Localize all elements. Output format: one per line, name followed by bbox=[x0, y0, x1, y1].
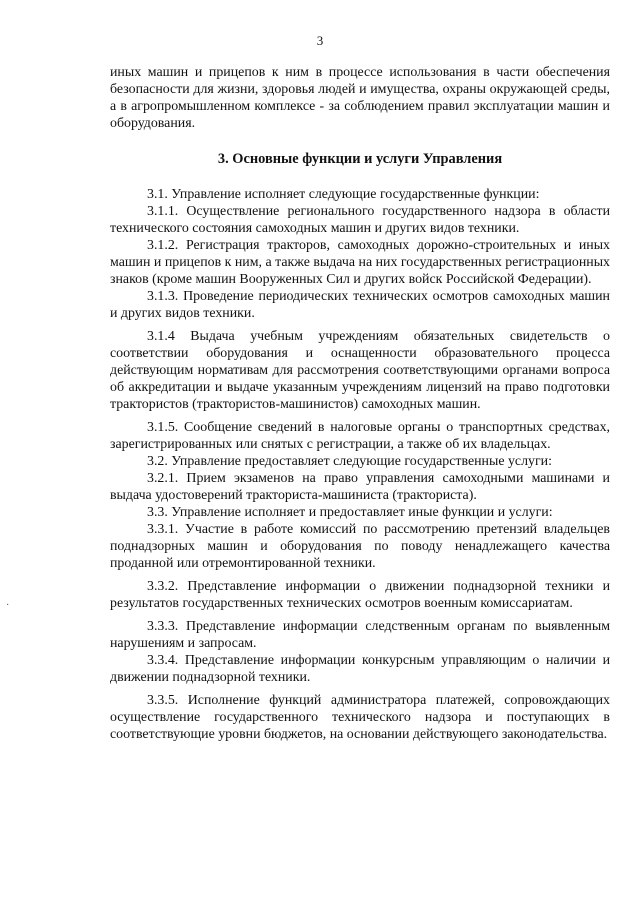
page-number: 3 bbox=[316, 33, 324, 48]
paragraph-3-1: 3.1. Управление исполняет следующие государственные функции: bbox=[147, 187, 540, 202]
paragraph-3-3-2: 3.3.2. Представление информации о движении поднадзорной техники и результатов государственных технических осмотров военным комиссариатам. bbox=[110, 579, 610, 611]
paragraph-3-1-5: 3.1.5. Сообщение сведений в налоговые органы о транспортных средствах, зарегистрированных или снятых с регистрации, а также об их владельцах. bbox=[110, 420, 610, 452]
paragraph-3-2-1: 3.2.1. Прием экзаменов на право управления самоходными машинами и выдача удостоверений тракториста-машиниста (тракториста). bbox=[110, 471, 610, 503]
document-body bbox=[110, 64, 610, 743]
section-title: 3. Основные функции и услуги Управления bbox=[217, 151, 503, 167]
paragraph-3-3: 3.3. Управление исполняет и предоставляет иные функции и услуги: bbox=[147, 505, 553, 520]
margin-mark: · bbox=[6, 600, 10, 611]
paragraph-3-3-1: 3.3.1. Участие в работе комиссий по рассмотрению претензий владельцев поднадзорных машин и оборудования по поводу ненадлежащего качества проданной или отремонтированной техники. bbox=[110, 522, 610, 571]
paragraph-3-3-4: 3.3.4. Представление информации конкурсным управляющим о наличии и движении поднадзорной техники. bbox=[110, 653, 610, 685]
paragraph-3-1-4: 3.1.4 Выдача учебным учреждениям обязательных свидетельств о соответствии оборудования и оснащенности образовательного процесса действующим нормативам для рассмотрения соответствующими органами вопроса об аккредитации и выдаче указанным учреждениям лицензий на право подготовки трактористов (трактористов-машинистов) самоходных машин. bbox=[110, 329, 610, 412]
paragraph-3-1-2: 3.1.2. Регистрация тракторов, самоходных дорожно-строительных и иных машин и прицепов к ним, а также выдача на них государственных регистрационных знаков (кроме машин Вооруженных Сил и других войск Российской Федерации). bbox=[110, 238, 610, 287]
paragraph-3-1-1: 3.1.1. Осуществление регионального государственного надзора в области технического состояния самоходных машин и других видов техники. bbox=[110, 204, 610, 236]
paragraph-3-2: 3.2. Управление предоставляет следующие государственные услуги: bbox=[147, 454, 552, 469]
paragraph-3-3-5: 3.3.5. Исполнение функций администратора платежей, сопровождающих осуществление государственного технического надзора и поступающих в соответствующие уровни бюджетов, на основании действующего законодательства. bbox=[110, 693, 610, 742]
paragraph-3-3-3: 3.3.3. Представление информации следственным органам по выявленным нарушениям и запросам. bbox=[110, 619, 610, 651]
paragraph-3-1-3: 3.1.3. Проведение периодических технических осмотров самоходных машин и других видов техники. bbox=[110, 289, 610, 321]
intro-paragraph: иных машин и прицепов к ним в процессе использования в части обеспечения безопасности для жизни, здоровья людей и имущества, охраны окружающей среды, а в агропромышленном комплексе - за соблюдением правил эксплуатации машин и оборудования. bbox=[110, 65, 610, 131]
